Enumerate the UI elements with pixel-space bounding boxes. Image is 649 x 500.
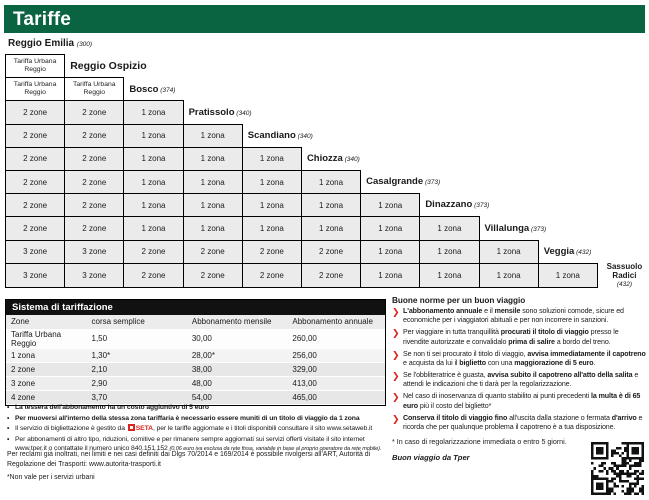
zone-cell: 1 zona [124,170,183,193]
advice-footnote: * In caso di regolarizzazione immediata o entro 5 giorni. [392,437,567,446]
destination-label: Chiozza (340) [301,147,649,170]
price-cell: 30,00 [187,329,288,348]
note-text: Per abbonamenti di altro tipo, riduzioni, comitive e per rimanere sempre aggiornati sui servizi offerti visitate il sito internet www.tper.it o contattate il numero unico 840.151.152 [15,435,365,453]
advice-item [392,414,646,433]
destination-label: Sassuolo Radici (432) [597,263,649,288]
price-cell: Tariffa Urbana Reggio [6,329,87,348]
matrix-row [6,55,649,78]
zone-cell: 1 zona [479,263,538,288]
zone-cell: 1 zona [183,147,242,170]
zone-cell: 1 zona [301,194,360,217]
note-item [7,424,388,434]
farewell-text: Buon viaggio da Tper [392,452,470,462]
advice-text: Se l'obbliteratrice è guasta, avvisa subito il capotreno all'atto della salita e attendi le indicazioni che ti darà per la regolarizzazione. [403,371,639,389]
matrix-row [6,217,649,240]
zone-cell: 2 zone [124,240,183,263]
zone-cell: 2 zone [65,217,124,240]
zone-cell: 1 zona [124,194,183,217]
zone-cell: 2 zone [301,240,360,263]
zone-cell: 2 zone [301,263,360,288]
destination-label: Dinazzano (373) [420,194,649,217]
zone-cell: 1 zona [538,263,597,288]
footnote-asterisk: *Non vale per i servizi urbani [7,474,95,481]
chevron-icon: ❯ [392,307,400,317]
chevron-icon: ❯ [392,413,400,424]
price-cell: 2 zone [6,362,87,376]
pricing-header-row [6,315,385,329]
advice-item [392,307,646,326]
matrix-row [6,194,649,217]
seta-logo [127,425,153,432]
advice-text: Conserva il titolo di viaggio fino all'uscita dalla stazione o fermata d'arrivo e ricorda che per qualunque problema il capotreno è a tua disposizione. [403,413,643,432]
chevron-icon: ❯ [392,392,400,403]
pricing-row [6,362,385,376]
urban-fare-cell: Tariffa Urbana Reggio [6,78,65,101]
matrix-row [6,263,649,288]
zone-cell: 1 zona [124,217,183,240]
seta-logo-icon [128,424,135,431]
price-cell: 48,00 [187,376,288,390]
zone-cell: 2 zone [242,263,301,288]
note-text: Per muoversi all'interno della stessa zona tariffaria è necessario essere muniti di un titolo di viaggio da 1 zona [15,414,360,422]
zone-cell: 1 zona [420,263,479,288]
advice-text: Nel caso di inoservanza di quanto stabilito ai punti precedenti la multa è di 65 euro più il costo del biglietto* [403,392,641,410]
travel-advice-panel [392,296,646,462]
zone-cell: 1 zona [242,194,301,217]
pricing-row [6,348,385,362]
pricing-header-cell: Abbonamento mensile [187,315,288,329]
price-cell: 1 zona [6,348,87,362]
zone-cell: 1 zona [242,217,301,240]
price-cell: 256,00 [287,348,385,362]
destination-label: Reggio Ospizio [65,55,649,78]
matrix-row [6,124,649,147]
zone-cell: 1 zona [242,170,301,193]
zone-cell: 3 zone [6,240,65,263]
urban-fare-cell: Tariffa Urbana Reggio [6,55,65,78]
advice-item [392,328,646,347]
qr-code [591,442,644,495]
matrix-row [6,147,649,170]
advice-text: L'abbonamento annuale e il mensile sono soluzioni comode, sicure ed economiche per i viaggiatori abituali e per non incorrere in sanzioni. [403,307,624,325]
price-cell: 3,70 [87,390,187,404]
matrix-row [6,101,649,124]
destination-label: Veggia (432) [538,240,649,263]
seta-logo-text: SETA [135,425,153,433]
zone-cell: 2 zone [65,194,124,217]
zone-cell: 1 zona [420,240,479,263]
pricing-header-cell: Abbonamento annuale [287,315,385,329]
zone-cell: 2 zone [6,124,65,147]
destination-label: Casalgrande (373) [361,170,649,193]
zone-cell: 1 zona [420,217,479,240]
zone-cell: 2 zone [6,147,65,170]
price-cell: 1,50 [87,329,187,348]
origin-name: Reggio Emilia [8,38,75,49]
note-item [7,403,388,413]
claims-text: Per reclami già inoltrati, nei limiti e nei casi definiti dai Dlgs 70/2014 e 169/2014 è possibile rivolgersi all'ART, Autorità di Regolazione dei Trasporti: www.autorita-trasporti.it [7,451,371,468]
note-text: La tessera dell'abbonamento ha un costo aggiuntivo di 5 euro [15,404,209,411]
price-cell: 465,00 [287,390,385,404]
price-cell: 1,30* [87,348,187,362]
zone-cell: 3 zone [65,240,124,263]
zone-cell: 1 zona [183,170,242,193]
pricing-title: Sistema di tariffazione [6,300,385,315]
advice-item [392,392,646,411]
origin-label [8,38,92,49]
zone-cell: 2 zone [183,263,242,288]
matrix-row [6,170,649,193]
zone-cell: 1 zona [183,194,242,217]
fare-matrix [5,54,649,288]
advice-item [392,350,646,369]
chevron-icon: ❯ [392,349,400,360]
chevron-icon: ❯ [392,328,400,339]
note-fine-print: (0,06 euro iva esclusa da rete fissa, variabile in base al proprio operatore da rete mobile). [169,446,382,453]
zone-cell: 2 zone [65,101,124,124]
price-cell: 54,00 [187,390,288,404]
advice-text: Per viaggiare in tutta tranquillità procurati il titolo di viaggio presso le rivendite autorizzate e convalidalo prima di salire a bordo del treno. [403,328,619,346]
price-cell: 413,00 [287,376,385,390]
pricing-row [6,329,385,348]
price-cell: 2,90 [87,376,187,390]
zone-cell: 1 zona [183,124,242,147]
zone-cell: 2 zone [6,217,65,240]
origin-code: (300) [76,41,93,48]
price-cell: 260,00 [287,329,385,348]
advice-list [392,307,646,433]
pricing-header-cell: Zone [6,315,87,329]
zone-cell: 1 zona [361,217,420,240]
note-text: Il servizio di bigliettazione è gestito da [15,425,127,433]
price-cell: 28,00* [187,348,288,362]
page-title: Tariffe [13,9,72,30]
advice-text: Se non ti sei procurato il titolo di viaggio, avvisa immediatamente il capotreno e acquista da lui il biglietto con una maggiorazione di 5 euro. [403,349,646,368]
zone-cell: 1 zona [479,240,538,263]
zone-cell: 2 zone [124,263,183,288]
zone-cell: 1 zona [124,124,183,147]
matrix-row [6,240,649,263]
header-bar [4,5,645,33]
note-text: , per le tariffe aggiornate e i titoli disponibili consultare il sito www.setaweb.it [152,425,373,433]
matrix-row [6,78,649,101]
advice-item [392,371,646,390]
zone-cell: 1 zona [361,194,420,217]
zone-cell: 1 zona [242,147,301,170]
price-cell: 38,00 [187,362,288,376]
zone-cell: 1 zona [301,217,360,240]
zone-cell: 2 zone [65,124,124,147]
destination-label: Scandiano (340) [242,124,649,147]
zone-cell: 2 zone [6,170,65,193]
pricing-header-cell: corsa semplice [87,315,187,329]
zone-cell: 1 zona [361,263,420,288]
zone-cell: 1 zona [301,170,360,193]
notes-list [7,403,388,455]
zone-cell: 2 zone [65,170,124,193]
zone-cell: 2 zone [242,240,301,263]
urban-fare-cell: Tariffa Urbana Reggio [65,78,124,101]
chevron-icon: ❯ [392,371,400,382]
pricing-row [6,390,385,404]
price-cell: 4 zone [6,390,87,404]
zone-cell: 2 zone [6,194,65,217]
price-cell: 329,00 [287,362,385,376]
destination-label: Bosco (374) [124,78,649,101]
zone-cell: 3 zone [65,263,124,288]
price-cell: 3 zone [6,376,87,390]
zone-cell: 1 zona [124,101,183,124]
pricing-row [6,376,385,390]
zone-cell: 2 zone [183,240,242,263]
destination-label: Pratissolo (340) [183,101,649,124]
zone-cell: 1 zona [183,217,242,240]
pricing-table [5,299,386,406]
price-cell: 2,10 [87,362,187,376]
advice-title: Buone norme per un buon viaggio [392,296,526,305]
destination-label: Villalunga (373) [479,217,649,240]
zone-cell: 2 zone [65,147,124,170]
zone-cell: 1 zona [361,240,420,263]
zone-cell: 2 zone [6,101,65,124]
note-item [7,414,388,424]
zone-cell: 3 zone [6,263,65,288]
zone-cell: 1 zona [124,147,183,170]
